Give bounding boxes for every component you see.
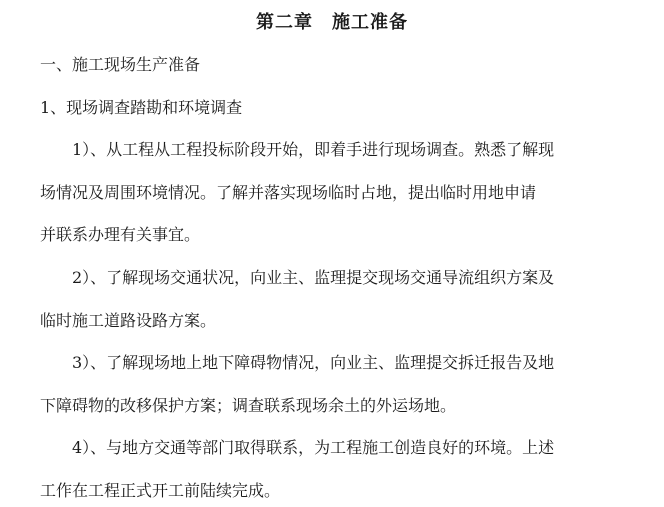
paragraph-2-line-2: 临时施工道路设路方案。	[40, 311, 217, 330]
paragraph-1-line-3: 并联系办理有关事宜。	[40, 225, 201, 244]
paragraph-1-line-2: 场情况及周围环境情况。了解并落实现场临时占地，提出临时用地申请	[40, 183, 537, 202]
paragraph-4-line-1: 4）、与地方交通等部门取得联系，为工程施工创造良好的环境。上述	[72, 438, 555, 457]
paragraph-4-line-2: 工作在工程正式开工前陆续完成。	[40, 481, 281, 500]
chapter-title: 第二章 施工准备	[256, 12, 408, 33]
paragraph-2-line-1: 2）、了解现场交通状况，向业主、监理提交现场交通导流组织方案及	[72, 268, 555, 287]
section-heading: 一、施工现场生产准备	[40, 55, 201, 74]
paragraph-1-line-1: 1）、从工程从工程投标阶段开始，即着手进行现场调查。熟悉了解现	[72, 140, 555, 159]
paragraph-3-line-1: 3）、了解现场地上地下障碍物情况，向业主、监理提交拆迁报告及地	[72, 353, 555, 372]
paragraph-3-line-2: 下障碍物的改移保护方案；调查联系现场余土的外运场地。	[40, 396, 457, 415]
subsection-heading: 1、现场调查踏勘和环境调查	[40, 98, 243, 117]
